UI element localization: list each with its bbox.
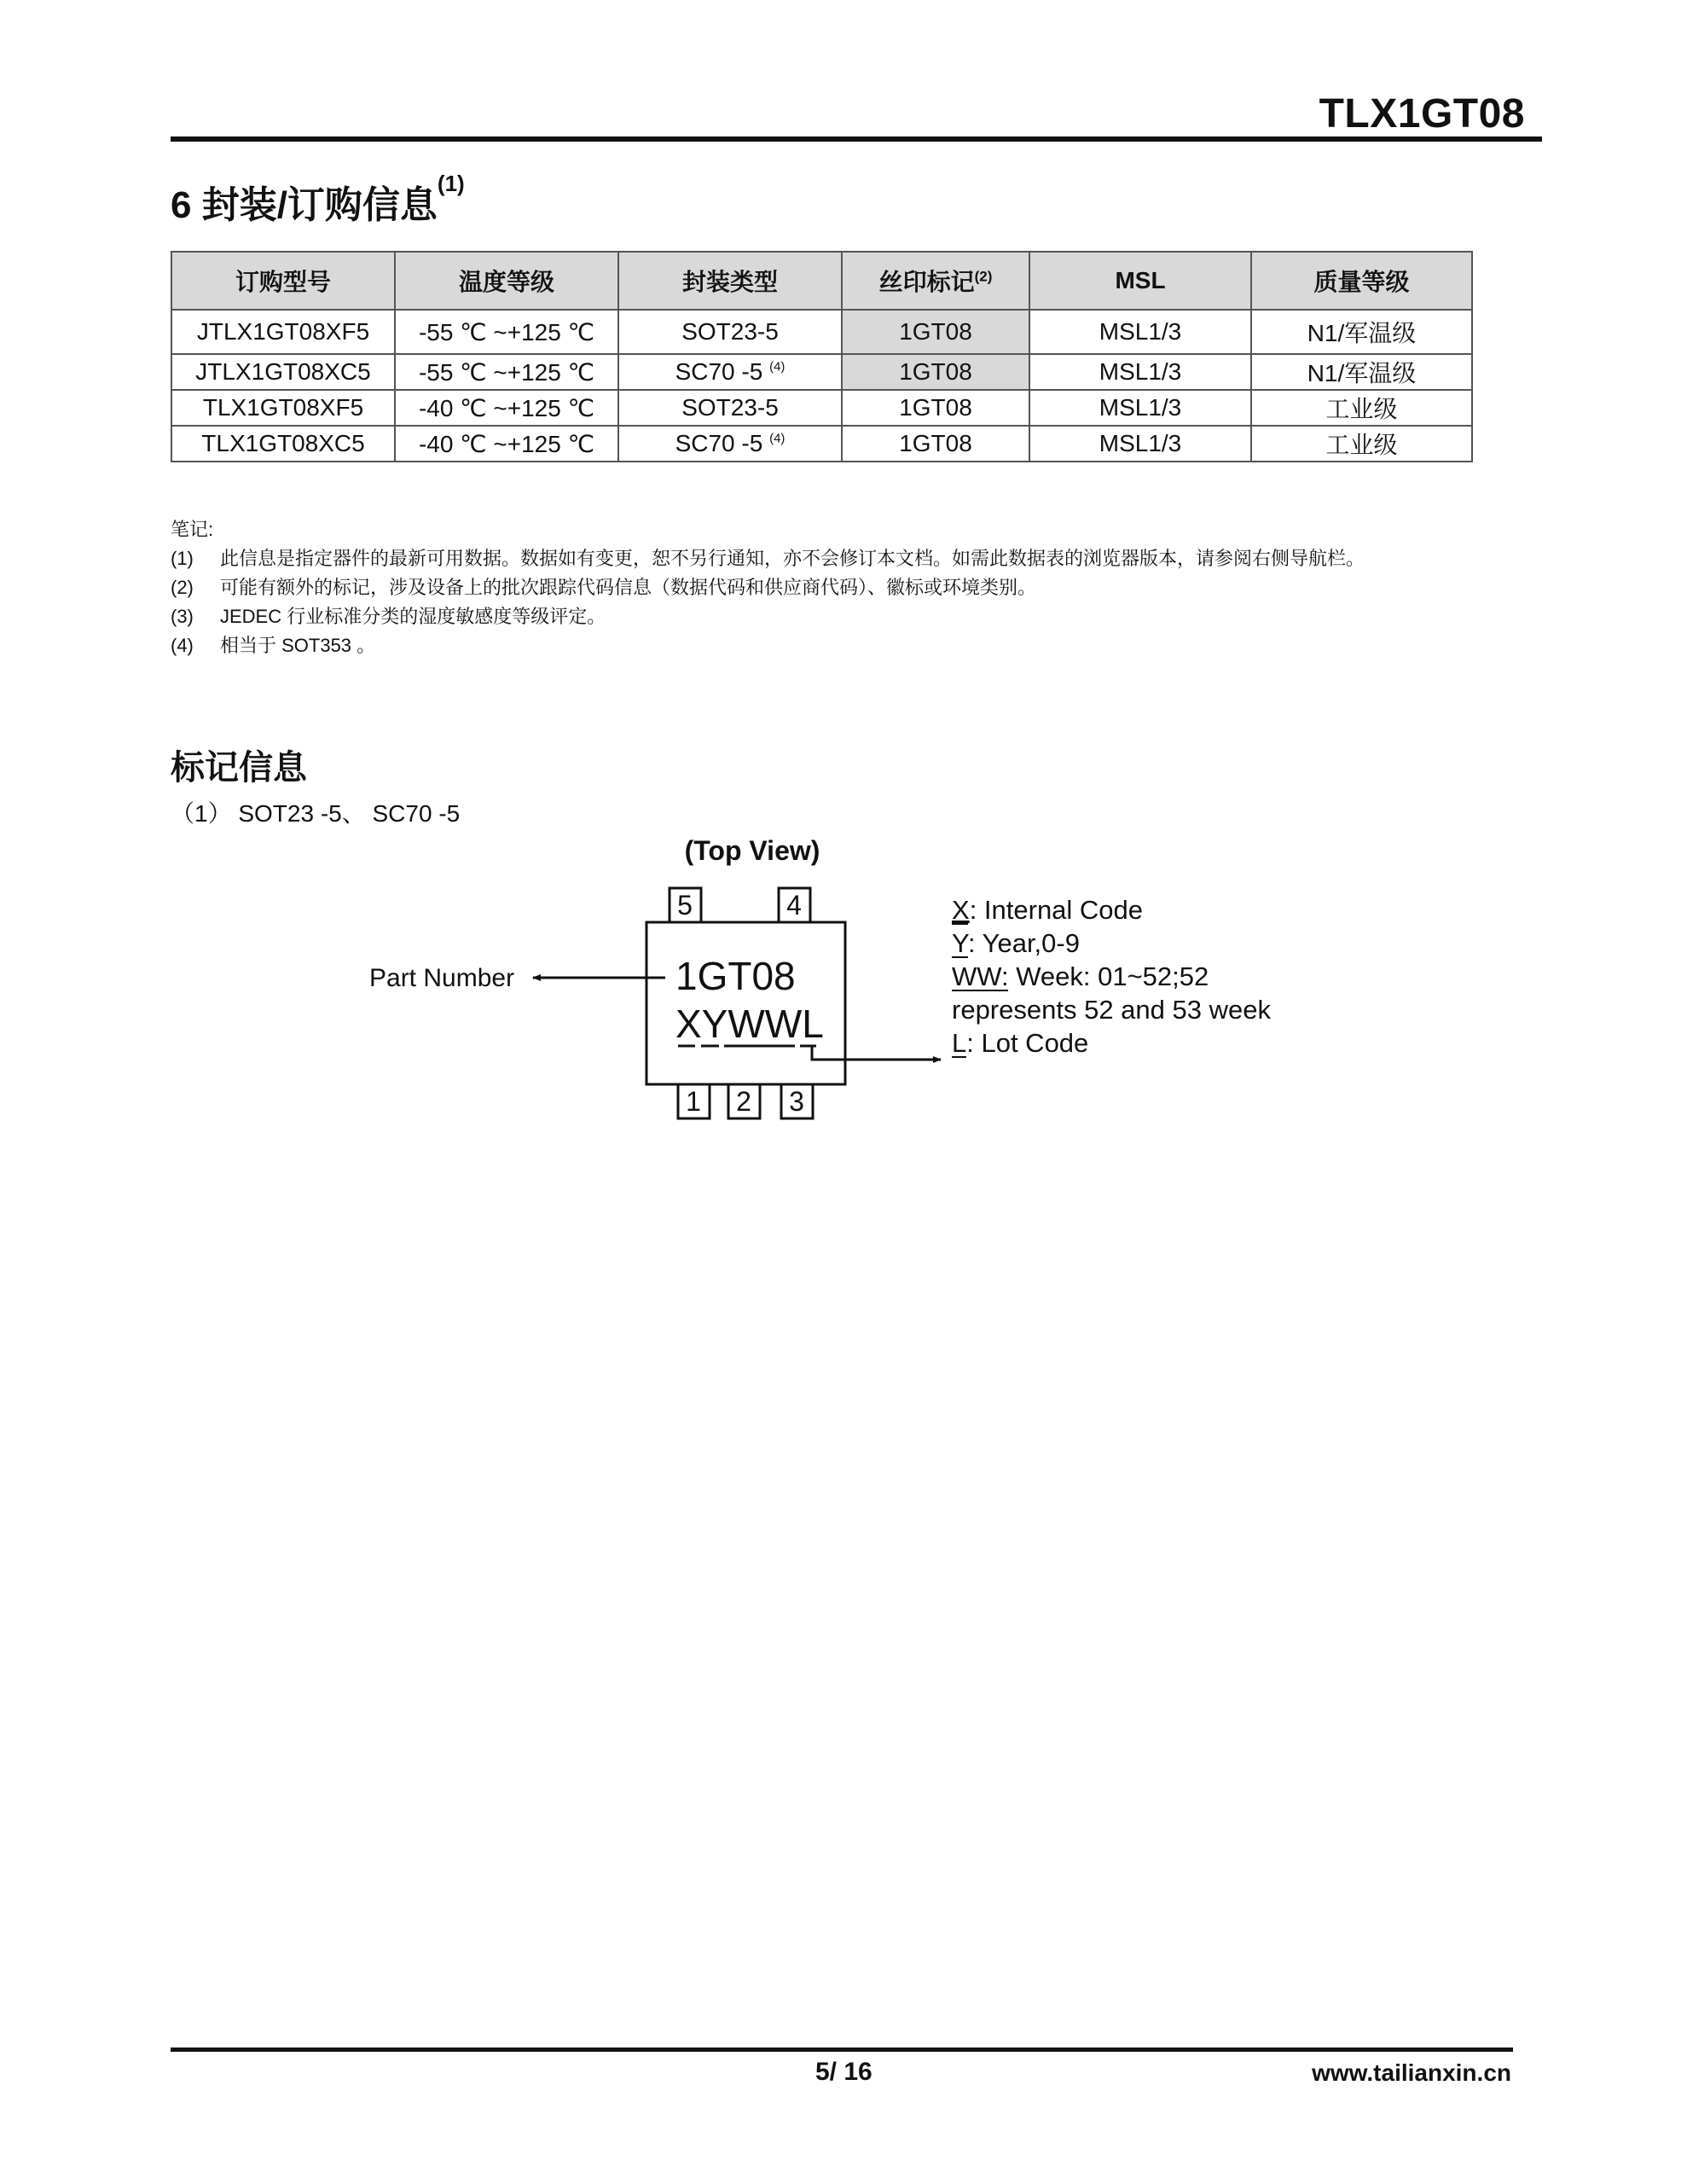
table-cell: 1GT08 — [842, 310, 1029, 354]
section-title-ref: (1) — [437, 171, 465, 196]
table-cell: MSL1/3 — [1029, 426, 1251, 462]
pin-label: 4 — [786, 890, 802, 921]
note-text: 可能有额外的标记，涉及设备上的批次跟踪代码信息（数据代码和供应商代码）、徽标或环境类别。 — [220, 577, 1037, 598]
top-view-label: (Top View) — [684, 835, 820, 866]
table-cell: -40 ℃ ~+125 ℃ — [395, 390, 618, 426]
note-number: (4) — [171, 635, 194, 656]
legend-key: L — [952, 1028, 967, 1058]
legend-text: : Year,0-9 — [967, 928, 1080, 958]
table-cell: SOT23-5 — [618, 310, 842, 354]
section-title-text: 6 封装/订购信息 — [171, 184, 438, 226]
table-cell: MSL1/3 — [1029, 354, 1251, 390]
legend-text: : Internal Code — [969, 895, 1144, 925]
legend-text: : Week: 01~52;52 — [1000, 961, 1209, 991]
page-number: 5/ 16 — [815, 2058, 872, 2086]
note-text: 相当于 SOT353 。 — [220, 635, 376, 656]
column-header: 封装类型 — [618, 252, 842, 310]
chip-part-number: 1GT08 — [675, 954, 796, 998]
legend-y — [952, 928, 1080, 958]
note-number: (2) — [171, 577, 194, 598]
table-cell: JTLX1GT08XF5 — [171, 310, 395, 354]
table-cell: 1GT08 — [842, 390, 1029, 426]
table-cell: MSL1/3 — [1029, 310, 1251, 354]
table-cell: JTLX1GT08XC5 — [171, 354, 395, 390]
marking-title: 标记信息 — [171, 749, 307, 787]
column-header: 质量等级 — [1251, 252, 1472, 310]
table-cell: -55 ℃ ~+125 ℃ — [395, 354, 618, 390]
pin-label: 5 — [677, 890, 693, 921]
column-header: 温度等级 — [395, 252, 618, 310]
table-cell: 工业级 — [1251, 390, 1472, 426]
legend-l — [952, 1028, 1088, 1058]
note-text: 此信息是指定器件的最新可用数据。数据如有变更，恕不另行通知，亦不会修订本文档。如需此数据表的浏览器版本，请参阅右侧导航栏。 — [220, 548, 1365, 569]
column-header-ref: (2) — [974, 268, 993, 285]
legend-ww-cont: represents 52 and 53 week — [952, 995, 1271, 1025]
table-cell-text: SC70 -5 — [675, 358, 763, 385]
column-header: 订购型号 — [171, 252, 395, 310]
document-title: TLX1GT08 — [1319, 91, 1525, 136]
table-cell: N1/军温级 — [1251, 310, 1472, 354]
table-cell-ref: (4) — [769, 359, 786, 375]
column-header: MSL — [1029, 252, 1251, 310]
table-cell: -40 ℃ ~+125 ℃ — [395, 426, 618, 462]
pin-label: 2 — [736, 1086, 751, 1117]
table-cell: SOT23-5 — [618, 390, 842, 426]
table-cell: 工业级 — [1251, 426, 1472, 462]
table-cell: MSL1/3 — [1029, 390, 1251, 426]
legend-text: : Lot Code — [966, 1028, 1089, 1058]
note-number: (3) — [171, 606, 194, 627]
column-header-text: 丝印标记 — [878, 269, 975, 295]
note-number: (1) — [171, 548, 194, 569]
legend-key: WW — [952, 961, 1001, 991]
notes-heading: 笔记: — [171, 519, 214, 540]
pin-label: 1 — [686, 1086, 701, 1117]
table-cell-ref: (4) — [769, 431, 786, 446]
table-cell: N1/军温级 — [1251, 354, 1472, 390]
pin-label: 3 — [789, 1086, 804, 1117]
table-cell: 1GT08 — [842, 354, 1029, 390]
table-cell-text: SC70 -5 — [675, 430, 763, 456]
website-link[interactable]: www.tailianxin.cn — [1312, 2059, 1511, 2086]
table-cell: TLX1GT08XC5 — [171, 426, 395, 462]
legend-ww — [952, 961, 1209, 991]
legend-key: X — [952, 895, 970, 925]
legend-key: Y — [952, 928, 968, 958]
legend-x — [952, 895, 1143, 925]
part-number-label: Part Number — [369, 964, 515, 992]
table-cell: -55 ℃ ~+125 ℃ — [395, 310, 618, 354]
marking-subtitle: （1） SOT23 -5、 SC70 -5 — [171, 800, 461, 827]
note-text: JEDEC 行业标准分类的湿度敏感度等级评定。 — [220, 606, 606, 627]
chip-date-code: XYWWL — [675, 1002, 824, 1046]
table-cell: 1GT08 — [842, 426, 1029, 462]
table-cell: TLX1GT08XF5 — [171, 390, 395, 426]
footer-rule — [171, 2048, 1513, 2052]
